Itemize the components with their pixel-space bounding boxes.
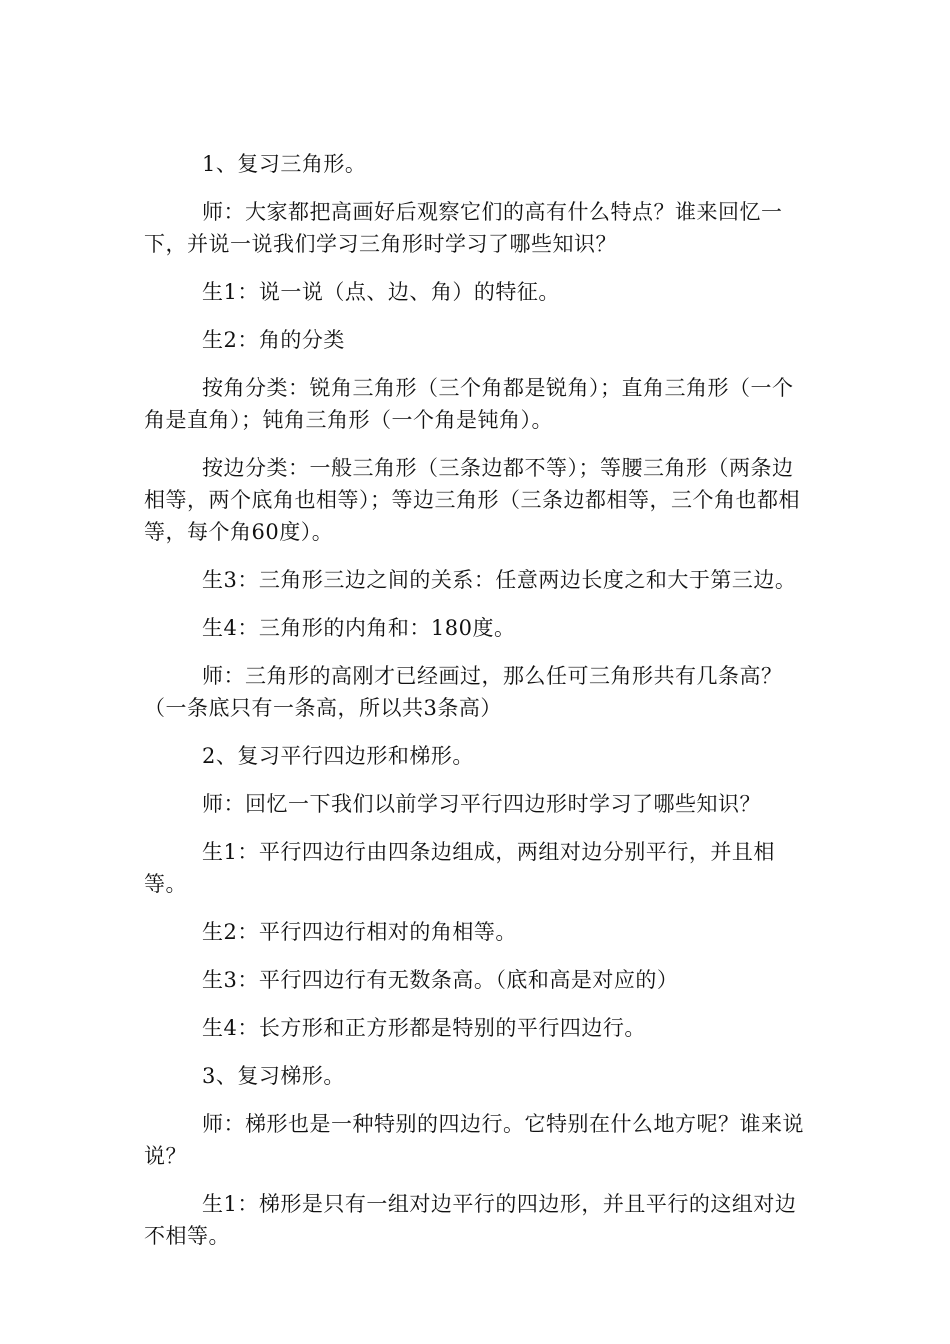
paragraph-classify-by-side: 按边分类：一般三角形（三条边都不等）；等腰三角形（两条边相等，两个底角也相等）；等边三角形（三条边都相等，三个角也都相等，每个角60度）。 bbox=[144, 456, 800, 544]
paragraph-teacher-question-2: 师：回忆一下我们以前学习平行四边形时学习了哪些知识？ bbox=[202, 792, 761, 816]
paragraph-student-3-answer: 生3：三角形三边之间的关系：任意两边长度之和大于第三边。 bbox=[202, 568, 797, 592]
paragraph-parallelogram-student-1: 生1：平行四边行由四条边组成，两组对边分别平行，并且相等。 bbox=[144, 840, 775, 896]
paragraph-student-4-answer: 生4：三角形的内角和：180度。 bbox=[202, 616, 516, 640]
paragraph-teacher-heights: 师：三角形的高刚才已经画过，那么任可三角形共有几条高？（一条底只有一条高，所以共3条高） bbox=[144, 664, 783, 720]
paragraph-classify-by-angle: 按角分类：锐角三角形（三个角都是锐角）；直角三角形（一个角是直角）；钝角三角形（一个角是钝角）。 bbox=[144, 376, 794, 432]
paragraph-review-parallelogram-heading: 2、复习平行四边形和梯形。 bbox=[202, 744, 474, 768]
document-body bbox=[144, 148, 809, 1268]
paragraph-parallelogram-student-3: 生3：平行四边行有无数条高。（底和高是对应的） bbox=[202, 968, 679, 992]
paragraph-review-trapezoid-heading: 3、复习梯形。 bbox=[202, 1064, 345, 1088]
paragraph-student-2-answer: 生2：角的分类 bbox=[202, 328, 345, 352]
paragraph-trapezoid-student-1: 生1：梯形是只有一组对边平行的四边形，并且平行的这组对边不相等。 bbox=[144, 1192, 797, 1248]
paragraph-parallelogram-student-2: 生2：平行四边行相对的角相等。 bbox=[202, 920, 517, 944]
paragraph-student-1-answer: 生1：说一说（点、边、角）的特征。 bbox=[202, 280, 560, 304]
paragraph-teacher-question-3: 师：梯形也是一种特别的四边行。它特别在什么地方呢？谁来说说？ bbox=[144, 1112, 804, 1168]
paragraph-teacher-question-1: 师：大家都把高画好后观察它们的高有什么特点？谁来回忆一下，并说一说我们学习三角形时学习了哪些知识？ bbox=[144, 200, 783, 256]
paragraph-review-triangle-heading: 1、复习三角形。 bbox=[202, 152, 367, 176]
paragraph-parallelogram-student-4: 生4：长方形和正方形都是特别的平行四边行。 bbox=[202, 1016, 646, 1040]
